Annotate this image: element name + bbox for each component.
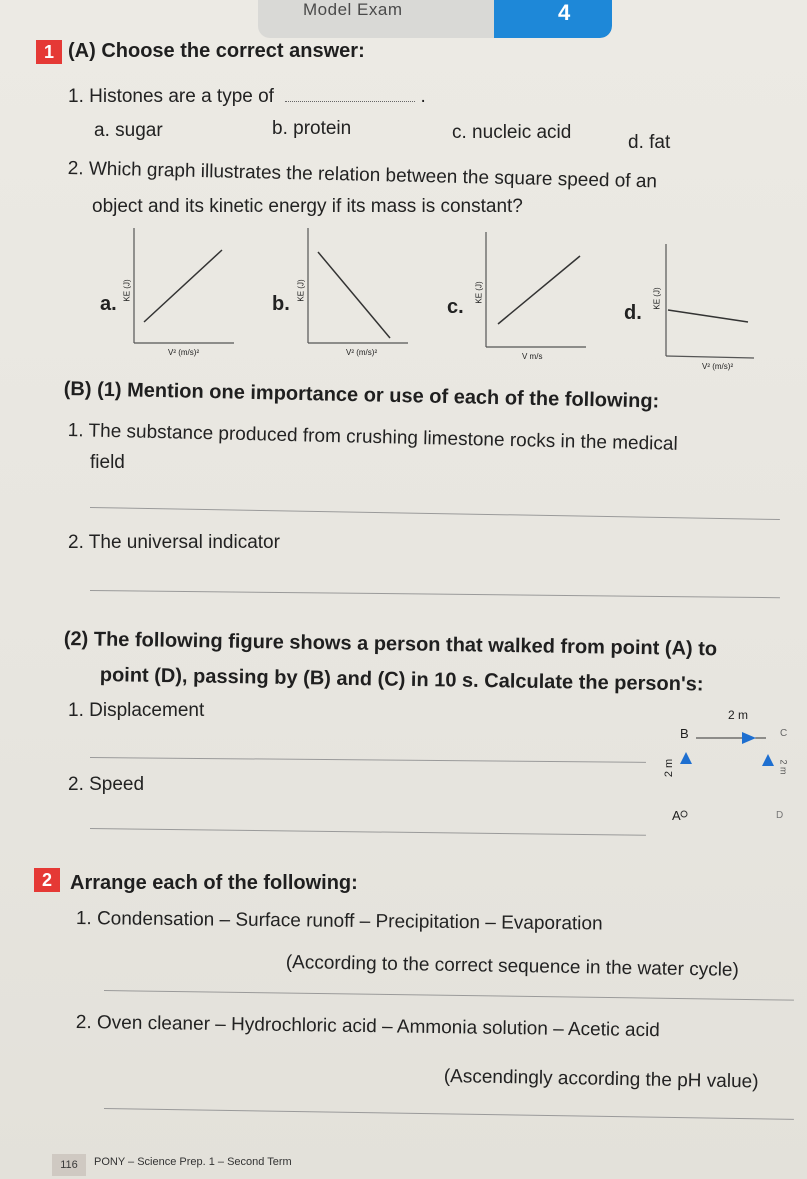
footer-text: PONY – Science Prep. 1 – Second Term — [94, 1156, 292, 1168]
point-b: B — [680, 726, 689, 741]
question-1-badge: 1 — [36, 40, 62, 64]
q1-item1-text — [68, 86, 426, 108]
graph-b-ylabel: KE (J) — [296, 279, 306, 302]
b1-item2: 2. The universal indicator — [68, 532, 280, 553]
exam-number-box — [494, 0, 612, 38]
b1-item1-line2: field — [90, 452, 125, 473]
q2-item1-note: (According to the correct sequence in the water cycle) — [285, 952, 739, 981]
graph-a-ylabel: KE (J) — [122, 279, 132, 302]
label-cd: 2 m — [778, 759, 789, 775]
graph-d-ylabel: KE (J) — [652, 287, 662, 310]
q2-item2: 2. Oven cleaner – Hydrochloric acid – Ammonia solution – Acetic acid — [75, 1012, 660, 1042]
point-c: C — [780, 728, 788, 739]
point-a: A — [672, 808, 681, 823]
exam-title: Model Exam — [303, 0, 403, 19]
q1-item1-blank — [285, 101, 415, 102]
graph-b — [298, 228, 408, 363]
q1-item2-line2: object and its kinetic energy if its mass is constant? — [92, 196, 523, 217]
b2-item1: 1. Displacement — [68, 700, 205, 721]
graph-d-xlabel: V² (m/s)² — [702, 362, 734, 371]
graph-c — [476, 232, 586, 367]
q2-item1: 1. Condensation – Surface runoff – Precipitation – Evaporation — [75, 908, 603, 935]
option-c: c. nucleic acid — [452, 122, 572, 143]
q1-item2-line1: 2. Which graph illustrates the relation between the square speed of an — [67, 158, 658, 193]
part-b1-title: (B) (1) Mention one importance or use of each of the following: — [63, 378, 660, 413]
question-2-badge: 2 — [34, 868, 60, 892]
label-bc: 2 m — [728, 708, 749, 722]
b1-item1-answer-line[interactable] — [90, 507, 780, 520]
exam-number: 4 — [558, 0, 571, 25]
part-b2-line2: point (D), passing by (B) and (C) in 10 s. Calculate the person's: — [99, 664, 704, 696]
page-number: 116 — [52, 1154, 86, 1176]
graph-a-xlabel: V² (m/s)² — [168, 348, 200, 357]
q1-item1-end: . — [420, 86, 426, 107]
b2-item2: 2. Speed — [68, 774, 145, 795]
graph-c-label: c. — [447, 296, 464, 318]
b1-item1-line1: 1. The substance produced from crushing limestone rocks in the medical — [67, 420, 678, 455]
q1-item1-stem: 1. Histones are a type of — [68, 86, 274, 107]
b2-item2-answer-line[interactable] — [90, 828, 646, 836]
graph-a-label: a. — [100, 293, 117, 315]
q2-item2-answer-line[interactable] — [104, 1108, 794, 1120]
b2-item1-answer-line[interactable] — [90, 757, 646, 763]
graph-d-label: d. — [624, 302, 642, 324]
q2-item2-note: (Ascendingly according the pH value) — [443, 1066, 759, 1093]
graph-d — [652, 244, 756, 379]
point-d: D — [776, 810, 784, 821]
b1-item2-answer-line[interactable] — [90, 590, 780, 598]
q2-title: Arrange each of the following: — [70, 872, 358, 894]
option-d: d. fat — [628, 132, 671, 153]
part-a-title: (A) Choose the correct answer: — [68, 40, 365, 62]
graph-b-xlabel: V² (m/s)² — [346, 348, 378, 357]
option-b: b. protein — [272, 118, 352, 139]
graph-c-xlabel: V m/s — [522, 352, 543, 361]
graph-b-label: b. — [272, 293, 290, 315]
graph-c-ylabel: KE (J) — [474, 281, 484, 304]
label-ab: 2 m — [663, 758, 676, 778]
option-a: a. sugar — [94, 120, 163, 141]
exam-header — [258, 0, 612, 38]
part-b2-line1: (2) The following figure shows a person that walked from point (A) to — [63, 628, 718, 661]
q2-item1-answer-line[interactable] — [104, 990, 794, 1001]
graph-a — [124, 228, 234, 363]
path-figure — [660, 700, 800, 830]
